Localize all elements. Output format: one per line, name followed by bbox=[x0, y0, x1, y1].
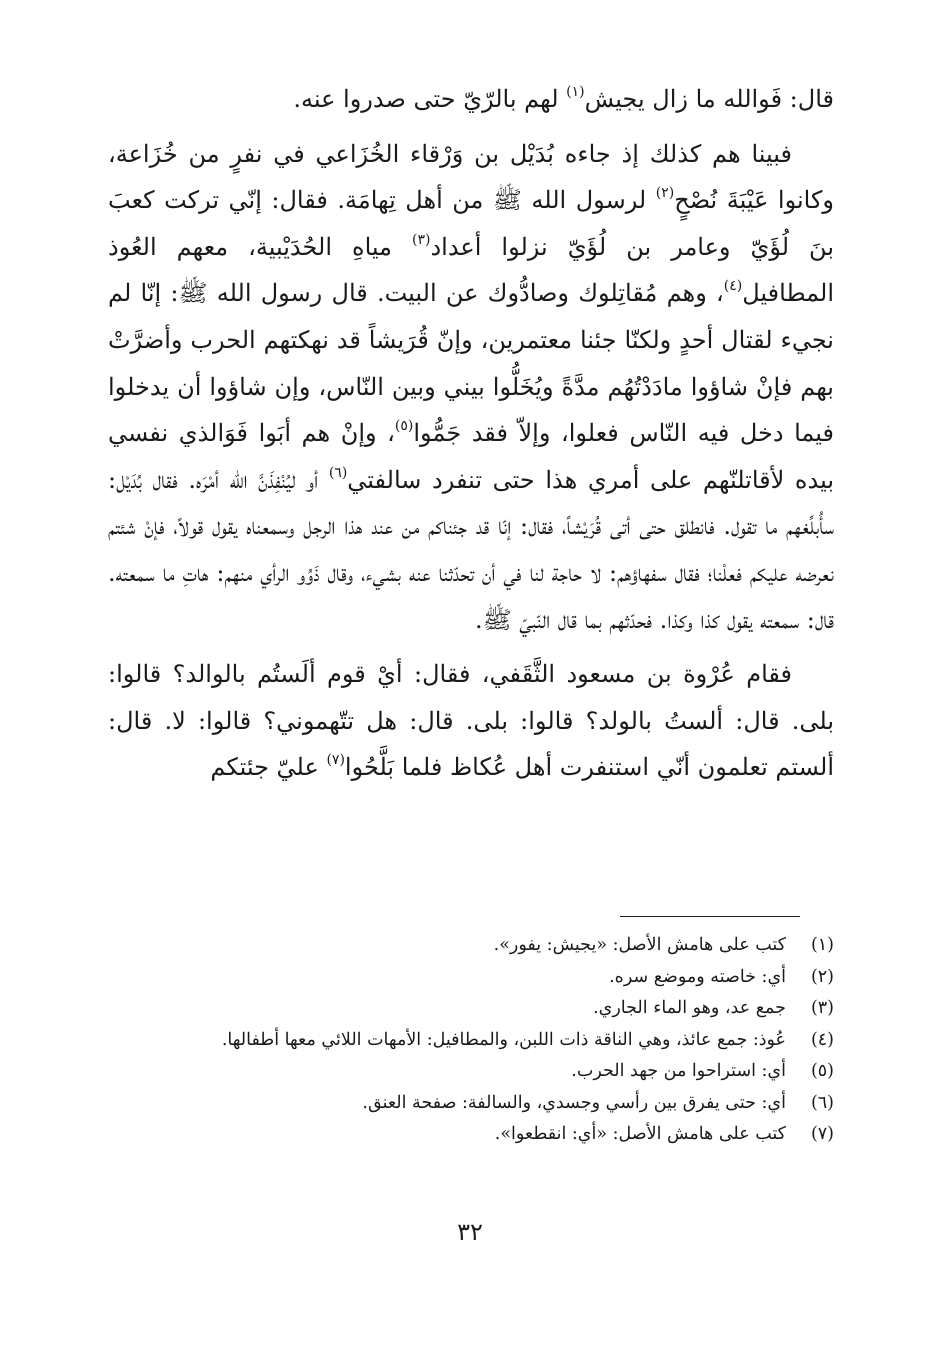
text-run: فقام عُرْوة بن مسعود الثَّقَفي، فقال: أيْ قوم ألَستُم بالوالد؟ قالوا: بلى. قال: ألستُ بالولد؟ قالوا: بلى. قال: هل تتّهموني؟ قالوا: لا. قال: ألستم تعلمون أنّي استنفرت أهل عُكاظ فلما بَلَّحُوا bbox=[108, 660, 834, 782]
footnote-text: جمع عد، وهو الماء الجاري. bbox=[593, 998, 786, 1018]
footnote-marker: (٥) bbox=[394, 418, 414, 435]
footnote-number: (٢) bbox=[810, 966, 834, 987]
footnote-text: كتب على هامش الأصل: «أي: انقطعوا». bbox=[494, 1124, 786, 1144]
text-run: قال: فَوالله ما زال يجيش bbox=[584, 85, 834, 113]
footnote-marker: (٤) bbox=[723, 278, 743, 295]
footnote-number: (٥) bbox=[810, 1061, 834, 1081]
footnote-text: أي: خاصته وموضع سره. bbox=[609, 966, 786, 987]
footnote-number: (٤) bbox=[810, 1029, 834, 1050]
footnote-item bbox=[108, 962, 834, 994]
footnote-marker: (٦) bbox=[328, 464, 348, 481]
footnotes bbox=[108, 930, 834, 1151]
text-run: فبينا هم كذلك إذ جاءه بُدَيْل بن وَرْقاء الخُزَاعي في نفرٍ من خُزَاعة، وكانوا عَيْبَةَ نُصْحٍ bbox=[108, 139, 834, 215]
text-run: لرسول الله ﷺ من أهل تِهامَة. فقال: إنّي تركت كعبَ بنَ لُؤَيّ وعامر بن لُؤَيّ نزلوا أعداد bbox=[108, 186, 834, 261]
text-run: مياهِ الحُدَيْبية، معهم العُوذ المطافيل bbox=[108, 232, 834, 308]
page-number: ٣٢ bbox=[457, 1218, 483, 1246]
footnote-marker: (٢) bbox=[655, 185, 675, 202]
footnote-number: (١) bbox=[810, 935, 834, 955]
footnote-item bbox=[108, 1056, 834, 1088]
main-text bbox=[108, 76, 834, 791]
text-run: عليّ جئتكم bbox=[210, 753, 327, 782]
footnote-marker: (٣) bbox=[412, 231, 431, 248]
footnote-item bbox=[108, 1119, 834, 1151]
footnote-item bbox=[108, 1025, 834, 1057]
text-run: ، وهم مُقاتِلوك وصادُّوك عن البيت. قال رسول الله ﷺ: إنّا لم نجيء لقتال أحدٍ ولكنّا جئنا معتمرين، وإنّ قُرَيشاً قد نهكتهم الحرب وأضرَّتْ بهم فإنْ شاؤوا مادَدْتُهُم مدَّةً ويُخَلُّوا بيني وبين النّاس، وإن شاؤوا أن يدخلوا فيما دخل فيه النّاس فعلوا، وإلاّ فقد جَمُّوا bbox=[108, 279, 834, 448]
footnote-text: عُوذ: جمع عائذ، وهي الناقة ذات اللبن، والمطافيل: الأمهات اللائي معها أطفالها. bbox=[221, 1029, 786, 1050]
footnote-marker: (١) bbox=[566, 84, 585, 100]
footnote-separator bbox=[620, 916, 800, 917]
footnote-item bbox=[108, 993, 834, 1025]
paragraph-3 bbox=[108, 651, 834, 791]
text-run: ، وإنْ هم أبَوا فَوَالذي نفسي بيده لأقاتلنّهم على أمري هذا حتى تنفرد سالفتي bbox=[108, 419, 834, 494]
footnote-item bbox=[108, 930, 834, 962]
footnote-text: أي: حتى يفرق بين رأسي وجسدي، والسالفة: صفحة العنق. bbox=[362, 1092, 786, 1113]
text-run: لهم بالرّيّ حتى صدروا عنه. bbox=[293, 85, 567, 113]
footnote-text: أي: استراحوا من جهد الحرب. bbox=[571, 1061, 786, 1081]
footnote-number: (٧) bbox=[810, 1124, 834, 1144]
text-run: أو ليُنْفِذَنَّ الله أمْرَه. فقال بُدَيْل: سأُبلِّغهم ما تقول. فانطلق حتى أتى قُرَيْشاً، فقال: إنّا قد جئناكم من عند هذا الرجل وسمعناه يقول قولاً، فإنْ شئتم نعرضه عليكم فعلْنا؛ فقال سفهاؤهم: لا حاجة لنا في أن تحدّثنا عنه بشيء، وقال ذَوُو الرأي منهم: هاتِ ما سمعته. قال: سمعته يقول كذا وكذا. فحدّثهم بما قال النّبيّ ﷺ. bbox=[108, 465, 834, 634]
footnote-text: كتب على هامش الأصل: «يجيش: يفور». bbox=[493, 935, 786, 955]
footnote-marker: (٧) bbox=[326, 752, 345, 769]
footnote-number: (٣) bbox=[810, 998, 834, 1018]
footnote-item bbox=[108, 1088, 834, 1120]
paragraph-1 bbox=[108, 76, 834, 123]
paragraph-2 bbox=[108, 131, 834, 644]
footnote-number: (٦) bbox=[810, 1092, 834, 1113]
